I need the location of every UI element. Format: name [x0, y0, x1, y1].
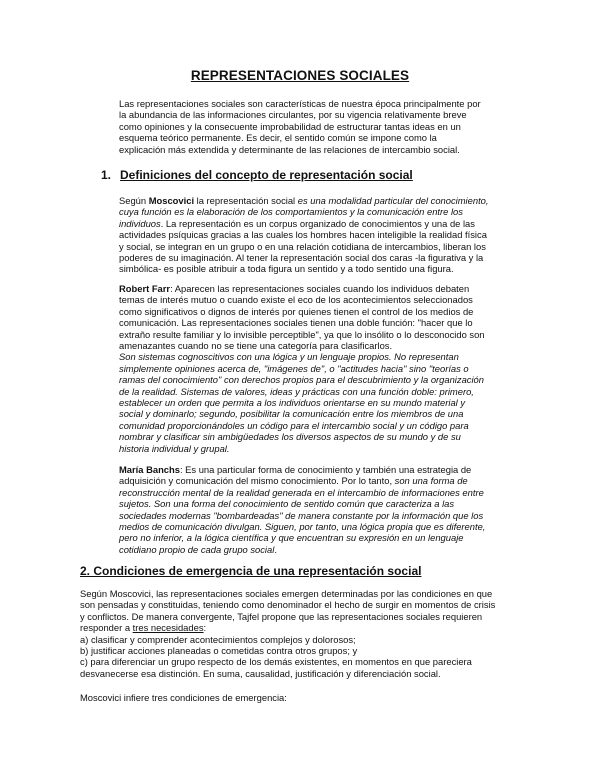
moscovici-text-b: . La representación es un corpus organizado de conocimientos y una de las actividades psíquicas gracias a las cuales los hombres hacen inteligible la realidad física y social, se integran en un grupo o en una relación cotidiana de intercambios, liberan los poderes de su imaginación. Al tener la representación social dos caras -la figurativa y la simbólica- es posible atribuir a toda figura un sentido y a todo sentido una figura. [119, 217, 487, 275]
section-1-title: Definiciones del concepto de representación social [120, 168, 413, 182]
list-item: a) clasificar y comprender acontecimientos complejos y dolorosos; [80, 633, 356, 645]
farr-definition: Son sistemas cognoscitivos con una lógica y un lenguaje propios. No representan simplemente opiniones acerca de, "imágenes de", o "actitudes hacia" sino "teorías o ramas del conocimiento" con derechos propios para el descubrimiento y la organización de la realidad. Sistemas de valores, ideas y prácticas con una función doble: primero, establecer un orden que permita a los individuos orientarse en su mundo material y social y dominarlo; segundo, posibilitar la comunicación entre los miembros de una comunidad proporcionándoles un código para el intercambio social y un código para nombrar y clasificar sin ambigüedades los diversos aspectos de su mundo y de su historia individual y grupal. [119, 351, 484, 454]
moscovici-lead: Según [119, 195, 149, 206]
banchs-text-b: . [274, 543, 277, 555]
moscovici-paragraph [119, 195, 489, 275]
banchs-paragraph [119, 464, 489, 555]
intro-paragraph: Las representaciones sociales son características de nuestra época principalmente por la abundancia de las informaciones circulantes, por su vigencia relativamente breve como opiniones y la consecuente improbabilidad de estructurar tantas ideas en un esquema teórico permanente. Es decir, el sentido común se impone como la explicación más extendida y determinante de las relaciones de intercambio social. [119, 98, 481, 155]
document-title: REPRESENTACIONES SOCIALES [190, 68, 410, 83]
closing-line: Moscovici infiere tres condiciones de emergencia: [80, 692, 287, 703]
section-2-heading: 2. Condiciones de emergencia de una representación social [80, 564, 422, 578]
farr-text: : Aparecen las representaciones sociales cuando los individuos debaten temas de interés mutuo o cuando existe el eco de los acontecimientos seleccionados como significativos o dignos de interés por quienes tienen el control de los medios de comunicación. Las representaciones sociales tienen una doble función: "hacer que lo extraño resulte familiar y lo invisible perceptible", ya que lo insólito o lo desconocido son amenazantes cuando no se tiene una categoría para clasificarlos. [119, 283, 485, 352]
moscovici-text-a: la representación social [194, 195, 298, 206]
list-item: b) justificar acciones planeadas o cometidas contra otros grupos; y [80, 645, 358, 657]
banchs-text-a: : Es una particular forma de conocimiento y también una estrategia de adquisición y comunicación del mismo conocimiento. Por lo tanto, [119, 464, 472, 487]
moscovici-name: Moscovici [148, 195, 195, 206]
farr-name: Robert Farr [119, 283, 171, 294]
section-2-text-b: : [203, 622, 207, 634]
section-1-heading [101, 168, 413, 182]
section-2-paragraph [80, 588, 496, 679]
moscovici-definition: es una modalidad particular del conocimiento, cuya función es la elaboración de los comportamientos y la comunicación entre los individuos [119, 195, 489, 229]
list-item: c) para diferenciar un grupo respecto de los demás existentes, en momentos en que pareciera desvanecerse esa distinción. En suma, causalidad, justificación y diferenciación social. [80, 656, 472, 679]
section-2-underlined: tres necesidades [132, 622, 204, 634]
banchs-name: María Banchs [119, 464, 180, 475]
section-1-number: 1. [101, 168, 112, 182]
banchs-definition: son una forma de reconstrucción mental de la realidad generada en el intercambio de informaciones entre sujetos. Son una forma del conocimiento de sentido común que caracteriza a las sociedades modernas "bombardeadas" de manera constante por la información que los medios de comunicación divulgan. Siguen, por tanto, una lógica propia que es diferente, pero no inferior, a la lógica científica y que encuentran su expresión en un lenguaje cotidiano propio de cada grupo social [119, 475, 486, 555]
farr-paragraph [119, 283, 489, 454]
section-2-text-a: Según Moscovici, las representaciones sociales emergen determinadas por las condiciones en que son pensadas y constituidas, teniendo como denominador el hecho de surgir en momentos de crisis y conflictos. De manera convergente, Tajfel propone que las representaciones sociales requieren responder a [80, 588, 496, 634]
